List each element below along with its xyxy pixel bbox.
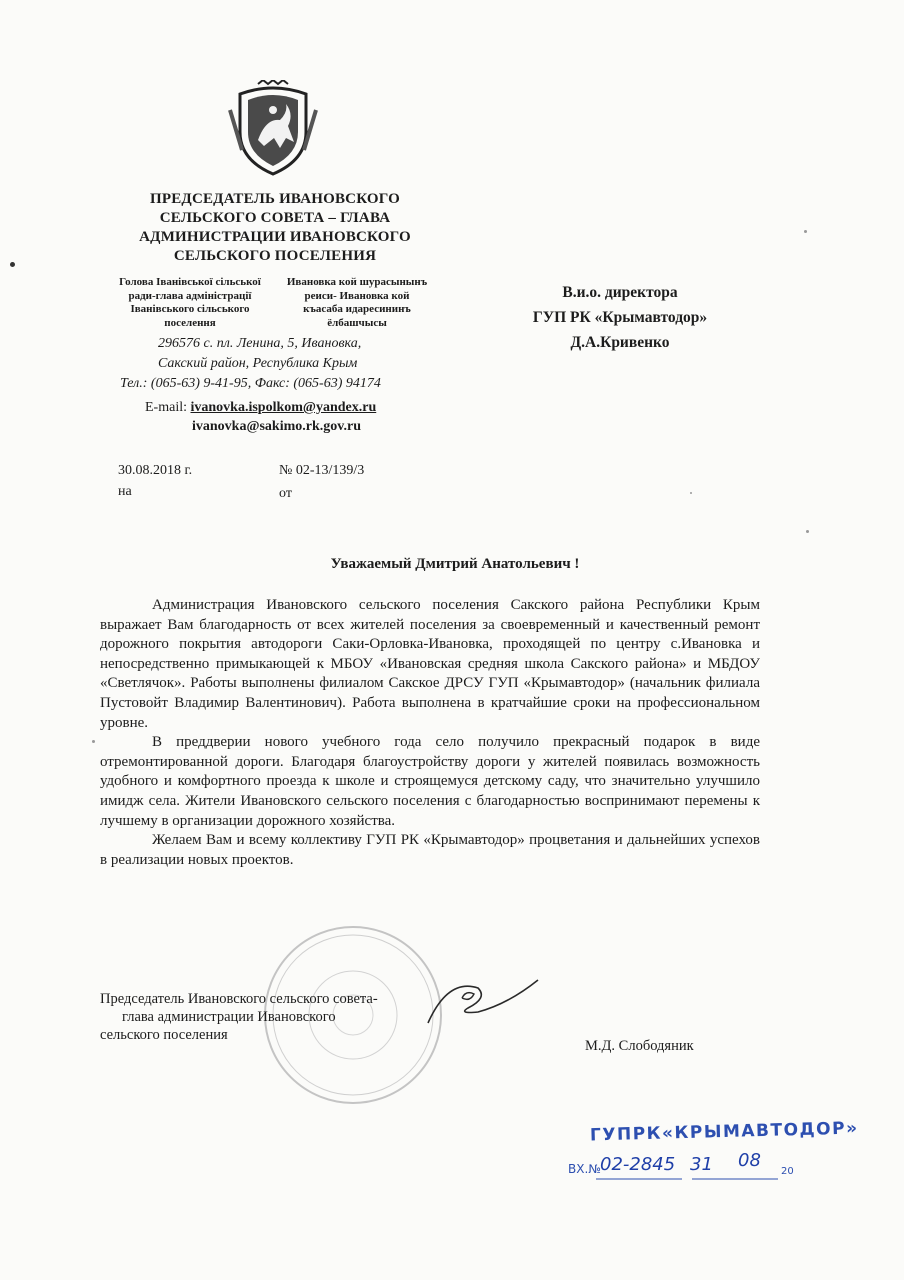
recipient-line: ГУП РК «Крымавтодор» bbox=[532, 309, 708, 326]
stamp-underlines bbox=[596, 1176, 786, 1182]
greeting: Уважаемый Дмитрий Анатольевич ! bbox=[330, 556, 580, 572]
organization-title bbox=[105, 190, 445, 266]
email-link-primary[interactable]: ivanovka.ispolkom@yandex.ru bbox=[190, 400, 377, 415]
coat-of-arms-icon bbox=[228, 80, 318, 178]
incoming-year-prefix: 20 bbox=[781, 1166, 794, 1177]
crimean-tatar-title bbox=[272, 276, 442, 330]
email-label: E-mail: bbox=[145, 400, 187, 415]
paragraph: Администрация Ивановского сельского поселения Сакского района Республики Крым выражает Вам благодарность от всех жителей поселения за своевременный и качественный ремонт дорожного покрытия автодороги Саки-Орловка-Ивановка, проходящей по центру с.Ивановка и непосредственно примыкающей к МБОУ «Ивановская средняя школа Сакского района» и МБДОУ «Светлячок». Работы выполнены филиалом Сакское ДРСУ ГУП «Крымавтодор» (начальник филиала Пустовойт Владимир Валентинович). Работа выполнена в кратчайшие сроки на профессиональном уровне. bbox=[100, 597, 760, 731]
ot-label: от bbox=[279, 486, 292, 501]
ukr-line: Голова Іванівської сільської bbox=[119, 276, 261, 288]
email-secondary: ivanovka@sakimo.rk.gov.ru bbox=[192, 419, 361, 434]
title-line: АДМИНИСТРАЦИИ ИВАНОВСКОГО bbox=[139, 229, 411, 245]
signer-name: М.Д. Слободяник bbox=[585, 1038, 694, 1054]
scan-speck bbox=[10, 262, 15, 267]
incoming-stamp-org: ГУПРК«КРЫМАВТОДОР» bbox=[589, 1118, 859, 1146]
title-line: СЕЛЬСКОГО ПОСЕЛЕНИЯ bbox=[173, 248, 377, 264]
scan-speck bbox=[690, 492, 692, 494]
incoming-day: 31 bbox=[690, 1154, 713, 1175]
recipient-block bbox=[520, 280, 720, 355]
phone-line: Тел.: (065-63) 9-41-95, Факс: (065-63) 94174 bbox=[120, 376, 381, 391]
title-line: СЕЛЬСКОГО СОВЕТА – ГЛАВА bbox=[159, 210, 391, 226]
signature-line: глава администрации Ивановского bbox=[122, 1009, 336, 1025]
ukrainian-title bbox=[110, 276, 270, 330]
signature-line: сельского поселения bbox=[100, 1027, 228, 1043]
letter-body bbox=[100, 596, 760, 870]
crimean-line: реиси- Ивановка кой bbox=[304, 289, 410, 302]
recipient-line: Д.А.Кривенко bbox=[570, 334, 670, 351]
crimean-line: къасаба идаресининъ bbox=[303, 303, 411, 315]
ukr-line: ради-глава адміністрації bbox=[128, 289, 252, 302]
incoming-month: 08 bbox=[738, 1150, 761, 1171]
handwritten-signature bbox=[418, 968, 558, 1038]
outgoing-number: № 02-13/139/3 bbox=[279, 463, 365, 478]
crimean-line: Ивановка кой шурасынынъ bbox=[286, 276, 428, 288]
scan-speck bbox=[92, 740, 95, 743]
incoming-number: 02-2845 bbox=[600, 1154, 676, 1175]
na-label: на bbox=[118, 484, 132, 499]
email-block bbox=[145, 398, 376, 436]
scan-speck bbox=[804, 230, 807, 233]
paragraph: В преддверии нового учебного года село получило прекрасный подарок в виде отремонтированной дороги. Благодаря благоустройству дороги у жителей появилась возможность удобного и комфортного проезда к школе и строящемуся детскому саду, что значительно улучшило имидж села. Жители Ивановского сельского поселения с благодарностью воспринимают перемены к лучшему в организации дорожного хозяйства. bbox=[100, 734, 760, 829]
address-line: 296576 с. пл. Ленина, 5, Ивановка, bbox=[158, 336, 362, 351]
ukr-line: поселення bbox=[164, 316, 216, 329]
recipient-line: В.и.о. директора bbox=[562, 284, 678, 301]
outgoing-date: 30.08.2018 г. bbox=[118, 463, 193, 478]
paragraph: Желаем Вам и всему коллективу ГУП РК «Крымавтодор» процветания и дальнейших успехов в реализации новых проектов. bbox=[100, 832, 760, 868]
address-line: Сакский район, Республика Крым bbox=[158, 356, 358, 371]
incoming-number-label: ВХ.№ bbox=[568, 1162, 601, 1176]
ukr-line: Іванівського сільського bbox=[130, 303, 250, 315]
scan-speck bbox=[806, 530, 809, 533]
title-line: ПРЕДСЕДАТЕЛЬ ИВАНОВСКОГО bbox=[149, 191, 401, 207]
signature-title bbox=[100, 990, 378, 1044]
crimean-line: ёлбашчысы bbox=[327, 316, 387, 329]
address-block bbox=[120, 334, 381, 394]
signature-line: Председатель Ивановского сельского совета- bbox=[100, 991, 378, 1007]
